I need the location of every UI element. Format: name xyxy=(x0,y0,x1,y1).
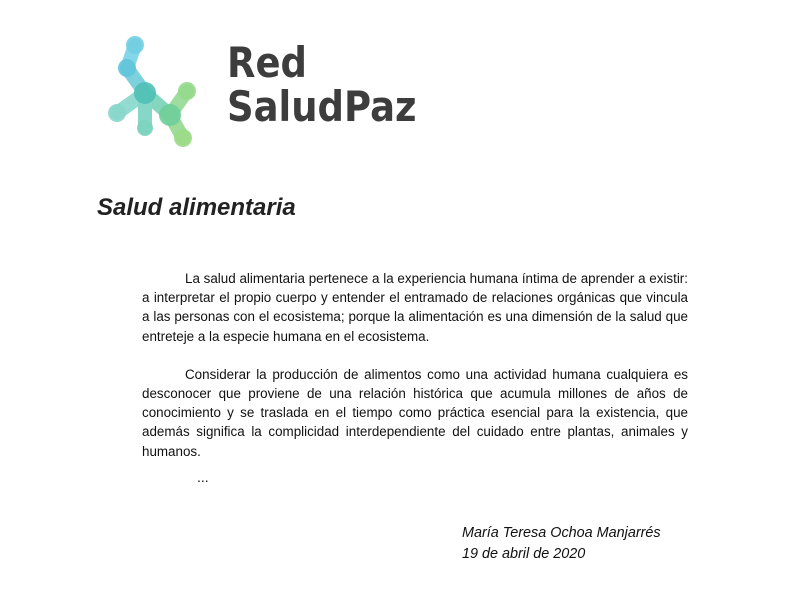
ellipsis: ... xyxy=(197,469,209,485)
logo-line-red: Red xyxy=(227,38,307,87)
paragraph-2: Considerar la producción de alimentos como una actividad humana cualquiera es desconocer que proviene de una relación histórica que acumula millones de años de conocimiento y se traslada en el tiempo como práctica esencial para la existencia, que además significa la complicidad interdependiente del cuidado entre plantas, animales y humanos. xyxy=(142,366,688,459)
logo-line-saludpaz: SaludPaz xyxy=(227,82,417,131)
molecule-logo-icon xyxy=(105,33,215,153)
signature-block xyxy=(462,523,661,565)
red-saludpaz-logo xyxy=(105,33,415,158)
document-title: Salud alimentaria xyxy=(97,194,296,221)
paragraph-1: La salud alimentaria pertenece a la experiencia humana íntima de aprender a existir: a interpretar el propio cuerpo y entender el entramado de relaciones orgánicas que vincula a las personas con el ecosistema; porque la alimentación es una dimensión de la salud que entreteje a la especie humana en el ecosistema. xyxy=(142,271,688,344)
document-body xyxy=(142,269,688,461)
document-date: 19 de abril de 2020 xyxy=(462,546,586,562)
author-name: María Teresa Ochoa Manjarrés xyxy=(462,525,661,541)
logo-wordmark xyxy=(227,38,417,131)
